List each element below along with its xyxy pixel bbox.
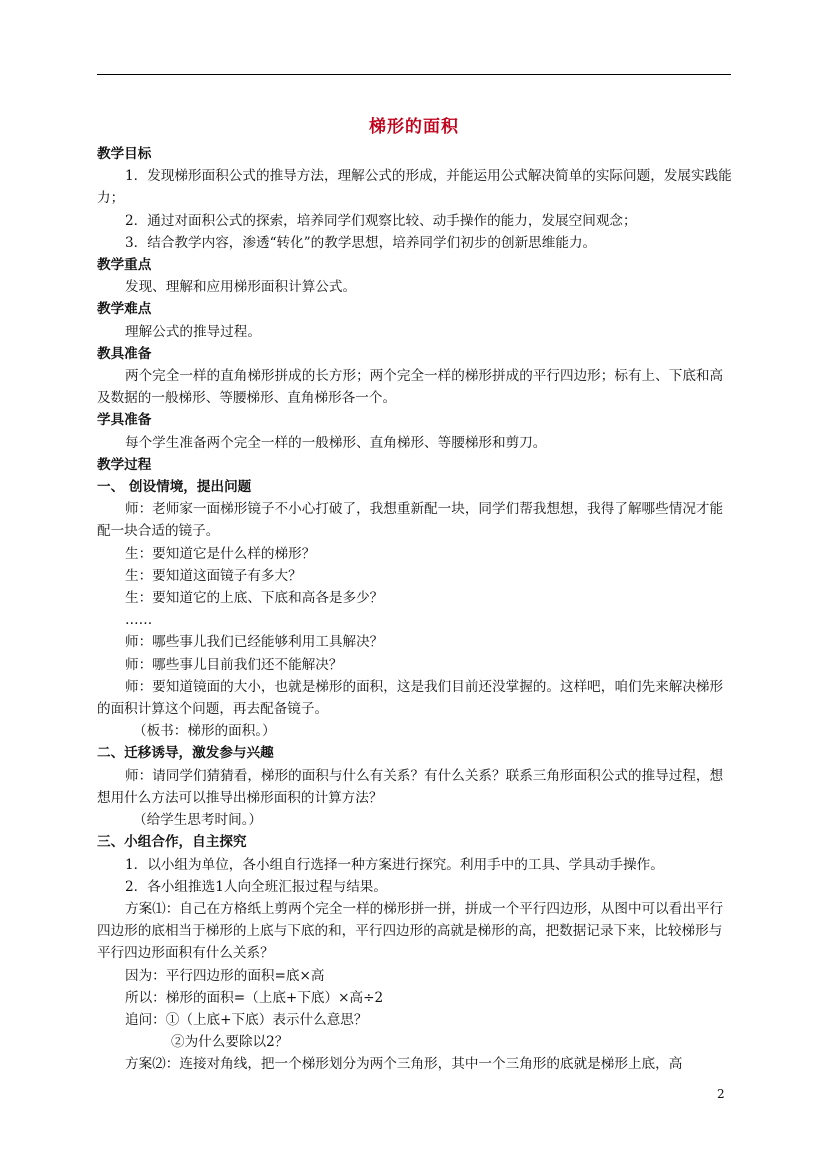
paragraph: 方案⑴：自己在方格纸上剪两个完全一样的梯形拼一拼，拼成一个平行四边形，从图中可以看出平行四边形的底相当于梯形的上底与下底的和，平行四边形的高就是梯形的高，把数据记录下来，比较梯形与平行四边形面积有什么关系？ [97, 900, 724, 962]
paragraph: 1．发现梯形面积公式的推导方法，理解公式的形成，并能运用公式解决简单的实际问题，发展实践能力； [97, 168, 732, 207]
paragraph: 师：哪些事儿目前我们还不能解决？ [125, 656, 343, 673]
paragraph: 生：要知道这面镜子有多大？ [125, 567, 302, 584]
paragraph: 师：哪些事儿我们已经能够利用工具解决？ [125, 634, 384, 651]
paragraph: 二、迁移诱导，激发参与兴趣 [97, 745, 274, 762]
paragraph: 师：请同学们猜猜看，梯形的面积与什么有关系？有什么关系？联系三角形面积公式的推导过程，想想用什么方法可以推导出梯形面积的计算方法？ [97, 767, 724, 806]
paragraph: 方案⑵：连接对角线，把一个梯形划分为两个三角形，其中一个三角形的底就是梯形上底，高 [125, 1056, 683, 1073]
paragraph: 每个学生准备两个完全一样的一般梯形、直角梯形、等腰梯形和剪刀。 [125, 434, 547, 451]
paragraph: …… [125, 612, 153, 629]
paragraph: 生：要知道它的上底、下底和高各是多少？ [125, 590, 384, 607]
document-body [97, 143, 733, 1076]
paragraph: 发现、理解和应用梯形面积计算公式。 [125, 279, 357, 296]
paragraph: 师：老师家一面梯形镜子不小心打破了，我想重新配一块，同学们帮我想想，我得了解哪些情况才能配一块合适的镜子。 [97, 501, 724, 540]
paragraph: 教学目标 [97, 146, 152, 162]
paragraph: 教学难点 [97, 301, 152, 318]
paragraph: ②为什么要除以2？ [171, 1034, 289, 1051]
paragraph: 1．以小组为单位，各小组自行选择一种方案进行探究。利用手中的工具、学具动手操作。 [125, 856, 664, 873]
paragraph: 3．结合教学内容，渗透“转化”的教学思想，培养同学们初步的创新思维能力。 [125, 234, 597, 251]
paragraph: 三、小组合作，自主探究 [97, 834, 247, 851]
document-title: 梯形的面积 [369, 117, 459, 137]
page-number: 2 [717, 1087, 725, 1101]
paragraph: 2．通过对面积公式的探索，培养同学们观察比较、动手操作的能力，发展空间观念； [125, 212, 637, 229]
paragraph: 教学过程 [97, 456, 152, 473]
paragraph: 生：要知道它是什么样的梯形？ [125, 545, 316, 562]
paragraph: 理解公式的推导过程。 [125, 323, 261, 340]
paragraph: 追问：①（上底+下底）表示什么意思？ [125, 1011, 368, 1028]
paragraph: 教具准备 [97, 345, 152, 362]
paragraph: 因为：平行四边形的面积=底×高 [125, 967, 325, 984]
paragraph: （给学生思考时间。） [133, 812, 263, 829]
paragraph: 教学重点 [97, 257, 152, 274]
paragraph: 两个完全一样的直角梯形拼成的长方形；两个完全一样的梯形拼成的平行四边形；标有上、下底和高及数据的一般梯形、等腰梯形、直角梯形各一个。 [97, 368, 724, 407]
paragraph: 所以：梯形的面积=（上底+下底）×高÷2 [125, 989, 384, 1006]
paragraph: （板书：梯形的面积。） [133, 723, 276, 740]
header-rule [97, 74, 731, 75]
paragraph: 学具准备 [97, 412, 152, 429]
paragraph: 师：要知道镜面的大小，也就是梯形的面积，这是我们目前还没掌握的。这样吧，咱们先来解决梯形的面积计算这个问题，再去配备镜子。 [97, 678, 724, 718]
paragraph: 2．各小组推选1人向全班汇报过程与结果。 [125, 878, 387, 895]
paragraph: 一、 创设情境，提出问题 [97, 479, 252, 496]
